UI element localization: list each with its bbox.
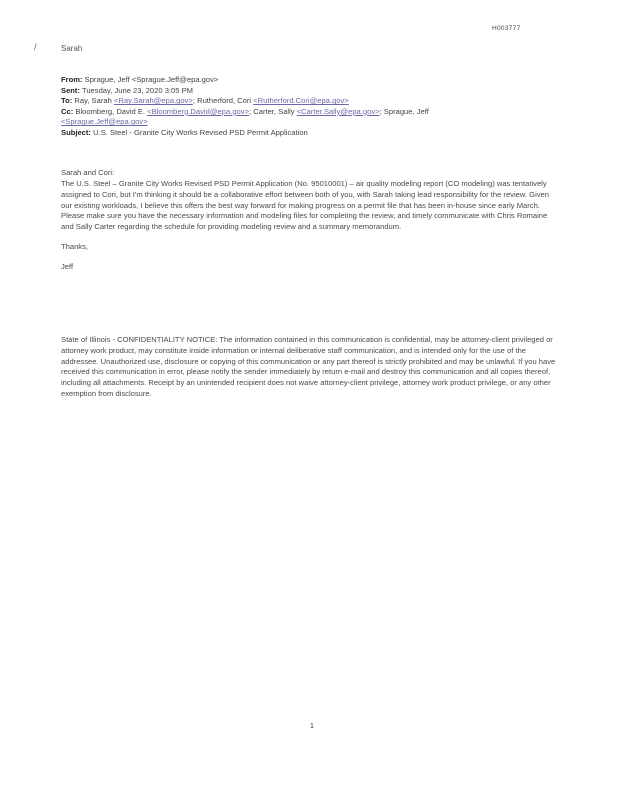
to-line bbox=[61, 96, 561, 107]
from-label: From: bbox=[61, 75, 83, 84]
closing-thanks: Thanks, bbox=[61, 242, 89, 251]
subject-value: U.S. Steel - Granite City Works Revised PSD Permit Application bbox=[93, 127, 308, 137]
bates-number: H003777 bbox=[492, 25, 521, 32]
to-label: To: bbox=[61, 96, 73, 106]
sent-label: Sent: bbox=[61, 85, 80, 95]
from-email: <Sprague.Jeff@epa.gov> bbox=[131, 75, 219, 84]
from-name: Sprague, Jeff bbox=[84, 75, 130, 84]
cc-name-3: ; Sprague, Jeff bbox=[379, 106, 429, 116]
cc-line bbox=[61, 107, 561, 118]
cc-email-link-1[interactable]: <Bloomberg.David@epa.gov> bbox=[147, 106, 250, 116]
top-salutation: Sarah bbox=[61, 44, 83, 53]
cc-email-link-2[interactable]: <Carter.Sally@epa.gov> bbox=[296, 106, 380, 116]
sent-line bbox=[61, 86, 561, 97]
cc-name-2: ; Carter, Sally bbox=[249, 106, 295, 116]
sent-value: Tuesday, June 23, 2020 3:05 PM bbox=[81, 85, 193, 95]
signature: Jeff bbox=[61, 262, 74, 271]
page-number: 1 bbox=[310, 723, 314, 730]
confidentiality-notice: State of Illinois - CONFIDENTIALITY NOTICE: The information contained in this communication is confidential, may be attorney-client privileged or attorney work product, may constitute inside information or internal deliberative staff communication, and is intended only for the use of the addressee. Unauthorized use, disclosure or copying of this communication or any part thereof is strictly prohibited and may be unlawful. If you have received this communication in error, please notify the sender immediately by return e-mail and destroy this communication and all copies thereof, including all attachments. Receipt by an unintended recipient does not waive attorney-client privilege, attorney work product privilege, or any other exemption from disclosure. bbox=[61, 335, 556, 398]
to-name-1: Ray, Sarah bbox=[74, 96, 112, 106]
body-paragraph: The U.S. Steel – Granite City Works Revised PSD Permit Application (No. 95010001) – air quality modeling report (CO modeling) was tentatively assigned to Cori, but I'm thinking it should be a collaborative effort between both of you, with Sarah taking lead responsibility for the review. Given our existing workloads, I believe this offers the best way forward for making progress on a permit file that has been in-house since early March. Please make sure you have the necessary information and modeling files for completing the review, and timely communicate with Chris Romaine and Sally Carter regarding the schedule for providing modeling review and a summary memorandum. bbox=[61, 179, 550, 232]
greeting: Sarah and Cori: bbox=[61, 168, 115, 177]
cc-name-1: Bloomberg, David E. bbox=[75, 106, 146, 116]
cc-line-continued bbox=[61, 117, 561, 128]
cc-email-link-3[interactable]: <Sprague.Jeff@epa.gov> bbox=[61, 117, 148, 127]
email-header bbox=[61, 75, 561, 139]
to-name-2: ; Rutherford, Cori bbox=[192, 96, 252, 106]
subject-line bbox=[61, 128, 561, 139]
margin-mark: / bbox=[34, 42, 37, 52]
to-email-link-1[interactable]: <Ray.Sarah@epa.gov> bbox=[113, 96, 193, 106]
from-line bbox=[61, 75, 561, 86]
cc-label: Cc: bbox=[61, 106, 74, 116]
to-email-link-2[interactable]: <Rutherford.Cori@epa.gov> bbox=[253, 96, 349, 106]
subject-label: Subject: bbox=[61, 127, 91, 137]
